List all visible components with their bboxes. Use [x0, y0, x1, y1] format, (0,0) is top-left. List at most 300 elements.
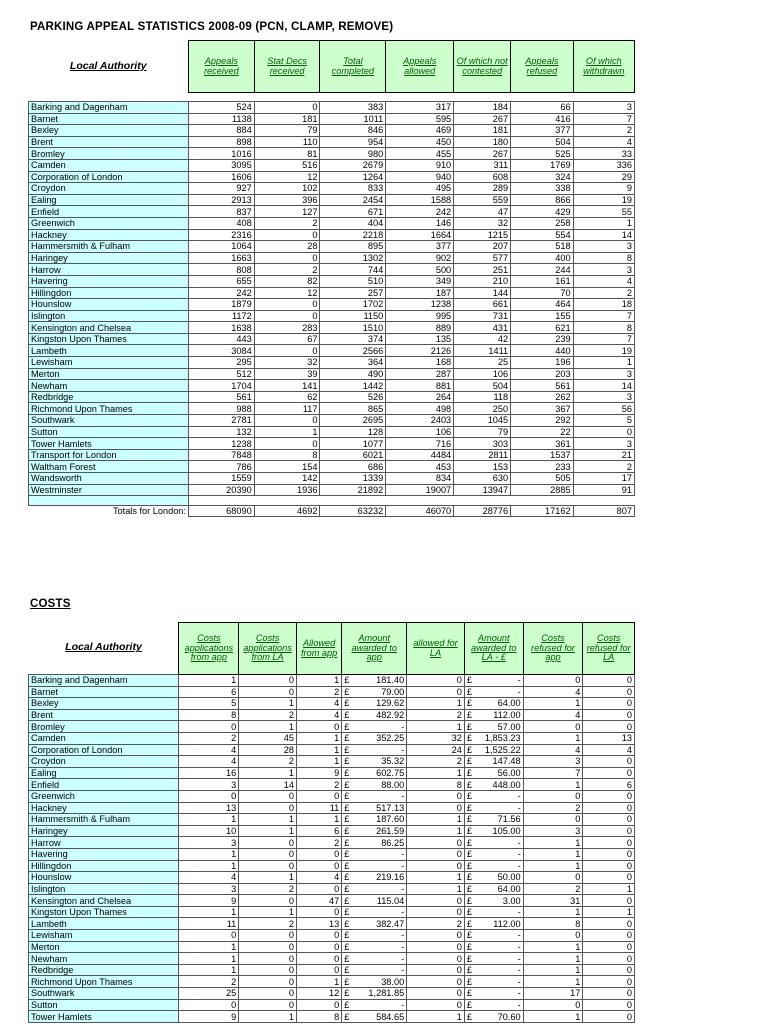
table-row	[29, 310, 635, 322]
value-cell: 377	[386, 241, 454, 253]
value-cell: 505	[511, 473, 573, 485]
value-cell: 42	[454, 333, 511, 345]
spacer-cell	[386, 496, 454, 506]
authority-name-cell: Lambeth	[29, 918, 179, 930]
local-authority-header: Local Authority	[29, 623, 179, 675]
value-cell: 19	[573, 194, 634, 206]
amount-cell: -	[354, 848, 407, 860]
value-cell: 1	[407, 767, 465, 779]
value-cell: 1	[407, 872, 465, 884]
table-row	[29, 860, 635, 872]
value-cell: 0	[407, 930, 465, 942]
value-cell: 431	[454, 322, 511, 334]
value-cell: 1	[179, 848, 239, 860]
column-header: Amount awarded to app	[342, 623, 407, 675]
value-cell: 8	[254, 449, 320, 461]
amount-cell: -	[354, 906, 407, 918]
value-cell: 559	[454, 194, 511, 206]
value-cell: 6	[296, 825, 341, 837]
value-cell: 595	[386, 113, 454, 125]
value-cell: 0	[407, 895, 465, 907]
value-cell: 1172	[188, 310, 254, 322]
value-cell: 12	[296, 988, 341, 1000]
value-cell: 416	[511, 113, 573, 125]
authority-name-cell: Enfield	[29, 779, 179, 791]
value-cell: 3	[573, 368, 634, 380]
total-value-cell: 63232	[320, 506, 386, 517]
amount-cell: 64.00	[477, 698, 523, 710]
value-cell: 18	[573, 299, 634, 311]
value-cell: 0	[583, 930, 635, 942]
amount-cell: 181.40	[354, 675, 407, 687]
amount-cell: -	[477, 906, 523, 918]
amount-cell: 1,853.23	[477, 732, 523, 744]
value-cell: 1	[523, 976, 583, 988]
currency-symbol: £	[464, 790, 476, 802]
authority-name-cell: Lewisham	[29, 357, 189, 369]
table-row	[29, 206, 635, 218]
currency-symbol: £	[342, 756, 354, 768]
authority-name-cell: Bexley	[29, 698, 179, 710]
value-cell: 3	[573, 264, 634, 276]
value-cell: 13	[583, 732, 635, 744]
value-cell: 0	[523, 721, 583, 733]
value-cell: 29	[573, 171, 634, 183]
value-cell: 1537	[511, 449, 573, 461]
authority-name-cell: Hounslow	[29, 872, 179, 884]
table-row	[29, 1011, 635, 1023]
authority-name-cell: Kingston Upon Thames	[29, 906, 179, 918]
table-row	[29, 113, 635, 125]
value-cell: 7848	[188, 449, 254, 461]
value-cell: 0	[583, 895, 635, 907]
table-row	[29, 229, 635, 241]
value-cell: 940	[386, 171, 454, 183]
authority-name-cell: Southwark	[29, 988, 179, 1000]
value-cell: 1264	[320, 171, 386, 183]
authority-name-cell: Wandsworth	[29, 473, 189, 485]
value-cell: 561	[188, 391, 254, 403]
value-cell: 32	[454, 217, 511, 229]
value-cell: 0	[239, 976, 297, 988]
amount-cell: 105.00	[477, 825, 523, 837]
spacer-cell	[454, 93, 511, 102]
value-cell: 0	[407, 686, 465, 698]
authority-name-cell: Islington	[29, 310, 189, 322]
value-cell: 4	[296, 698, 341, 710]
value-cell: 1238	[386, 299, 454, 311]
value-cell: 9	[179, 895, 239, 907]
value-cell: 106	[454, 368, 511, 380]
value-cell: 554	[511, 229, 573, 241]
value-cell: 2	[179, 976, 239, 988]
value-cell: 295	[188, 357, 254, 369]
value-cell: 516	[254, 159, 320, 171]
value-cell: 786	[188, 461, 254, 473]
value-cell: 7	[523, 767, 583, 779]
value-cell: 1	[583, 883, 635, 895]
value-cell: 0	[254, 102, 320, 114]
value-cell: 716	[386, 438, 454, 450]
amount-cell: 70.60	[477, 1011, 523, 1023]
value-cell: 0	[296, 721, 341, 733]
value-cell: 1769	[511, 159, 573, 171]
value-cell: 1	[239, 825, 297, 837]
authority-name-cell: Croydon	[29, 756, 179, 768]
value-cell: 846	[320, 125, 386, 137]
value-cell: 0	[407, 976, 465, 988]
value-cell: 2913	[188, 194, 254, 206]
value-cell: 927	[188, 183, 254, 195]
value-cell: 1	[583, 906, 635, 918]
value-cell: 187	[386, 287, 454, 299]
amount-cell: 64.00	[477, 883, 523, 895]
table-row	[29, 357, 635, 369]
authority-name-cell: Hammersmith & Fulham	[29, 814, 179, 826]
authority-name-cell: Hounslow	[29, 299, 189, 311]
amount-cell: 147.48	[477, 756, 523, 768]
value-cell: 0	[523, 790, 583, 802]
value-cell: 0	[407, 953, 465, 965]
value-cell: 10	[179, 825, 239, 837]
value-cell: 495	[386, 183, 454, 195]
authority-name-cell: Haringey	[29, 252, 189, 264]
value-cell: 865	[320, 403, 386, 415]
currency-symbol: £	[464, 999, 476, 1011]
value-cell: 361	[511, 438, 573, 450]
value-cell: 1702	[320, 299, 386, 311]
value-cell: 4	[179, 756, 239, 768]
value-cell: 1	[296, 756, 341, 768]
value-cell: 429	[511, 206, 573, 218]
amount-cell: 1,525.22	[477, 744, 523, 756]
value-cell: 13947	[454, 484, 511, 496]
value-cell: 20390	[188, 484, 254, 496]
value-cell: 4	[573, 136, 634, 148]
currency-symbol: £	[464, 860, 476, 872]
currency-symbol: £	[464, 825, 476, 837]
value-cell: 0	[583, 953, 635, 965]
value-cell: 1	[239, 721, 297, 733]
value-cell: 0	[296, 906, 341, 918]
value-cell: 1	[254, 426, 320, 438]
value-cell: 4	[523, 686, 583, 698]
currency-symbol: £	[464, 953, 476, 965]
value-cell: 455	[386, 148, 454, 160]
value-cell: 2885	[511, 484, 573, 496]
authority-name-cell: Hackney	[29, 802, 179, 814]
value-cell: 153	[454, 461, 511, 473]
value-cell: 1150	[320, 310, 386, 322]
amount-cell: -	[477, 988, 523, 1000]
table-row	[29, 287, 635, 299]
amount-cell: 112.00	[477, 709, 523, 721]
amount-cell: -	[354, 953, 407, 965]
value-cell: 1	[523, 964, 583, 976]
value-cell: 7	[573, 310, 634, 322]
table-row	[29, 194, 635, 206]
authority-name-cell: Hammersmith & Fulham	[29, 241, 189, 253]
amount-cell: -	[477, 686, 523, 698]
table-row	[29, 148, 635, 160]
table-row	[29, 930, 635, 942]
value-cell: 25	[179, 988, 239, 1000]
value-cell: 79	[254, 125, 320, 137]
value-cell: 1704	[188, 380, 254, 392]
value-cell: 0	[407, 837, 465, 849]
value-cell: 1077	[320, 438, 386, 450]
value-cell: 0	[254, 345, 320, 357]
table-row	[29, 159, 635, 171]
value-cell: 8	[573, 322, 634, 334]
column-header: Costs refused for app	[523, 623, 583, 675]
value-cell: 0	[239, 999, 297, 1011]
value-cell: 0	[254, 415, 320, 427]
spacer-cell	[573, 93, 634, 102]
table-row	[29, 814, 635, 826]
value-cell: 1	[179, 941, 239, 953]
value-cell: 3	[573, 102, 634, 114]
amount-cell: 517.13	[354, 802, 407, 814]
authority-name-cell: Corporation of London	[29, 744, 179, 756]
value-cell: 1016	[188, 148, 254, 160]
authority-name-cell: Harrow	[29, 837, 179, 849]
value-cell: 207	[454, 241, 511, 253]
value-cell: 0	[523, 814, 583, 826]
currency-symbol: £	[464, 698, 476, 710]
value-cell: 1	[407, 825, 465, 837]
value-cell: 2	[239, 918, 297, 930]
value-cell: 2	[407, 709, 465, 721]
value-cell: 526	[320, 391, 386, 403]
value-cell: 9	[573, 183, 634, 195]
authority-name-cell: Richmond Upon Thames	[29, 403, 189, 415]
value-cell: 32	[407, 732, 465, 744]
value-cell: 14	[573, 380, 634, 392]
value-cell: 0	[407, 848, 465, 860]
currency-symbol: £	[464, 848, 476, 860]
value-cell: 0	[583, 767, 635, 779]
value-cell: 12	[254, 171, 320, 183]
appeal-stats-table	[28, 40, 635, 517]
currency-symbol: £	[342, 883, 354, 895]
value-cell: 4	[523, 744, 583, 756]
value-cell: 443	[188, 333, 254, 345]
value-cell: 184	[454, 102, 511, 114]
value-cell: 2	[573, 125, 634, 137]
value-cell: 0	[523, 930, 583, 942]
value-cell: 577	[454, 252, 511, 264]
authority-name-cell: Newham	[29, 953, 179, 965]
value-cell: 0	[179, 790, 239, 802]
value-cell: 135	[386, 333, 454, 345]
value-cell: 524	[188, 102, 254, 114]
value-cell: 0	[179, 930, 239, 942]
value-cell: 898	[188, 136, 254, 148]
authority-name-cell: Westminster	[29, 484, 189, 496]
value-cell: 0	[407, 964, 465, 976]
value-cell: 0	[583, 941, 635, 953]
currency-symbol: £	[342, 872, 354, 884]
table-row	[29, 906, 635, 918]
total-value-cell: 68090	[188, 506, 254, 517]
value-cell: 744	[320, 264, 386, 276]
currency-symbol: £	[342, 790, 354, 802]
value-cell: 1	[407, 883, 465, 895]
value-cell: 902	[386, 252, 454, 264]
authority-name-cell: Southwark	[29, 415, 189, 427]
value-cell: 561	[511, 380, 573, 392]
authority-name-cell: Camden	[29, 159, 189, 171]
value-cell: 4	[296, 872, 341, 884]
value-cell: 128	[320, 426, 386, 438]
totals-row	[29, 506, 635, 517]
value-cell: 4	[573, 275, 634, 287]
table-row	[29, 883, 635, 895]
value-cell: 0	[407, 941, 465, 953]
value-cell: 287	[386, 368, 454, 380]
value-cell: 910	[386, 159, 454, 171]
value-cell: 196	[511, 357, 573, 369]
value-cell: 13	[179, 802, 239, 814]
value-cell: 181	[454, 125, 511, 137]
value-cell: 1	[239, 906, 297, 918]
value-cell: 2	[179, 732, 239, 744]
value-cell: 3	[179, 779, 239, 791]
value-cell: 144	[454, 287, 511, 299]
amount-cell: 261.59	[354, 825, 407, 837]
spacer-cell	[29, 93, 189, 102]
currency-symbol: £	[342, 732, 354, 744]
value-cell: 504	[511, 136, 573, 148]
value-cell: 24	[407, 744, 465, 756]
currency-symbol: £	[342, 744, 354, 756]
value-cell: 1	[523, 953, 583, 965]
value-cell: 988	[188, 403, 254, 415]
currency-symbol: £	[342, 930, 354, 942]
value-cell: 45	[239, 732, 297, 744]
value-cell: 210	[454, 275, 511, 287]
currency-symbol: £	[342, 918, 354, 930]
currency-symbol: £	[464, 756, 476, 768]
currency-symbol: £	[464, 988, 476, 1000]
value-cell: 4	[296, 709, 341, 721]
authority-name-cell: Sutton	[29, 426, 189, 438]
authority-name-cell: Enfield	[29, 206, 189, 218]
value-cell: 1215	[454, 229, 511, 241]
authority-name-cell: Kensington and Chelsea	[29, 322, 189, 334]
value-cell: 0	[296, 953, 341, 965]
table-row	[29, 872, 635, 884]
value-cell: 0	[239, 675, 297, 687]
value-cell: 1238	[188, 438, 254, 450]
value-cell: 2	[239, 709, 297, 721]
value-cell: 1510	[320, 322, 386, 334]
currency-symbol: £	[342, 686, 354, 698]
value-cell: 3095	[188, 159, 254, 171]
amount-cell: -	[354, 883, 407, 895]
currency-symbol: £	[342, 848, 354, 860]
amount-cell: -	[477, 837, 523, 849]
value-cell: 0	[254, 299, 320, 311]
amount-cell: 88.00	[354, 779, 407, 791]
currency-symbol: £	[464, 872, 476, 884]
value-cell: 0	[583, 848, 635, 860]
authority-name-cell: Redbridge	[29, 391, 189, 403]
amount-cell: 112.00	[477, 918, 523, 930]
value-cell: 8	[573, 252, 634, 264]
spacer-cell	[320, 93, 386, 102]
value-cell: 1	[179, 964, 239, 976]
amount-cell: 79.00	[354, 686, 407, 698]
value-cell: 0	[239, 802, 297, 814]
spacer-cell	[573, 496, 634, 506]
value-cell: 242	[386, 206, 454, 218]
amount-cell: -	[354, 930, 407, 942]
value-cell: 0	[583, 686, 635, 698]
authority-name-cell: Camden	[29, 732, 179, 744]
table-row	[29, 941, 635, 953]
value-cell: 9	[296, 767, 341, 779]
value-cell: 2	[239, 756, 297, 768]
value-cell: 0	[583, 825, 635, 837]
value-cell: 132	[188, 426, 254, 438]
spacer-cell	[511, 496, 573, 506]
value-cell: 0	[296, 964, 341, 976]
value-cell: 8	[407, 779, 465, 791]
currency-symbol: £	[464, 930, 476, 942]
currency-symbol: £	[342, 675, 354, 687]
table-row	[29, 217, 635, 229]
table-row	[29, 976, 635, 988]
value-cell: 4	[583, 744, 635, 756]
column-header: Total completed	[320, 41, 386, 93]
authority-name-cell: Greenwich	[29, 790, 179, 802]
value-cell: 4	[523, 709, 583, 721]
value-cell: 512	[188, 368, 254, 380]
value-cell: 3	[573, 391, 634, 403]
value-cell: 70	[511, 287, 573, 299]
value-cell: 490	[320, 368, 386, 380]
authority-name-cell: Bexley	[29, 125, 189, 137]
value-cell: 11	[296, 802, 341, 814]
value-cell: 2566	[320, 345, 386, 357]
total-value-cell: 17162	[511, 506, 573, 517]
value-cell: 1	[179, 860, 239, 872]
currency-symbol: £	[342, 779, 354, 791]
amount-cell: -	[354, 999, 407, 1011]
value-cell: 498	[386, 403, 454, 415]
value-cell: 1	[179, 906, 239, 918]
value-cell: 0	[583, 814, 635, 826]
table-row	[29, 136, 635, 148]
currency-symbol: £	[464, 906, 476, 918]
authority-name-cell: Kensington and Chelsea	[29, 895, 179, 907]
value-cell: 4	[179, 872, 239, 884]
total-value-cell: 807	[573, 506, 634, 517]
currency-symbol: £	[342, 1011, 354, 1023]
currency-symbol: £	[342, 814, 354, 826]
table-row	[29, 698, 635, 710]
value-cell: 866	[511, 194, 573, 206]
value-cell: 0	[239, 964, 297, 976]
amount-cell: 50.00	[477, 872, 523, 884]
table-row	[29, 848, 635, 860]
value-cell: 1	[296, 814, 341, 826]
amount-cell: 71.56	[477, 814, 523, 826]
value-cell: 242	[188, 287, 254, 299]
value-cell: 464	[511, 299, 573, 311]
